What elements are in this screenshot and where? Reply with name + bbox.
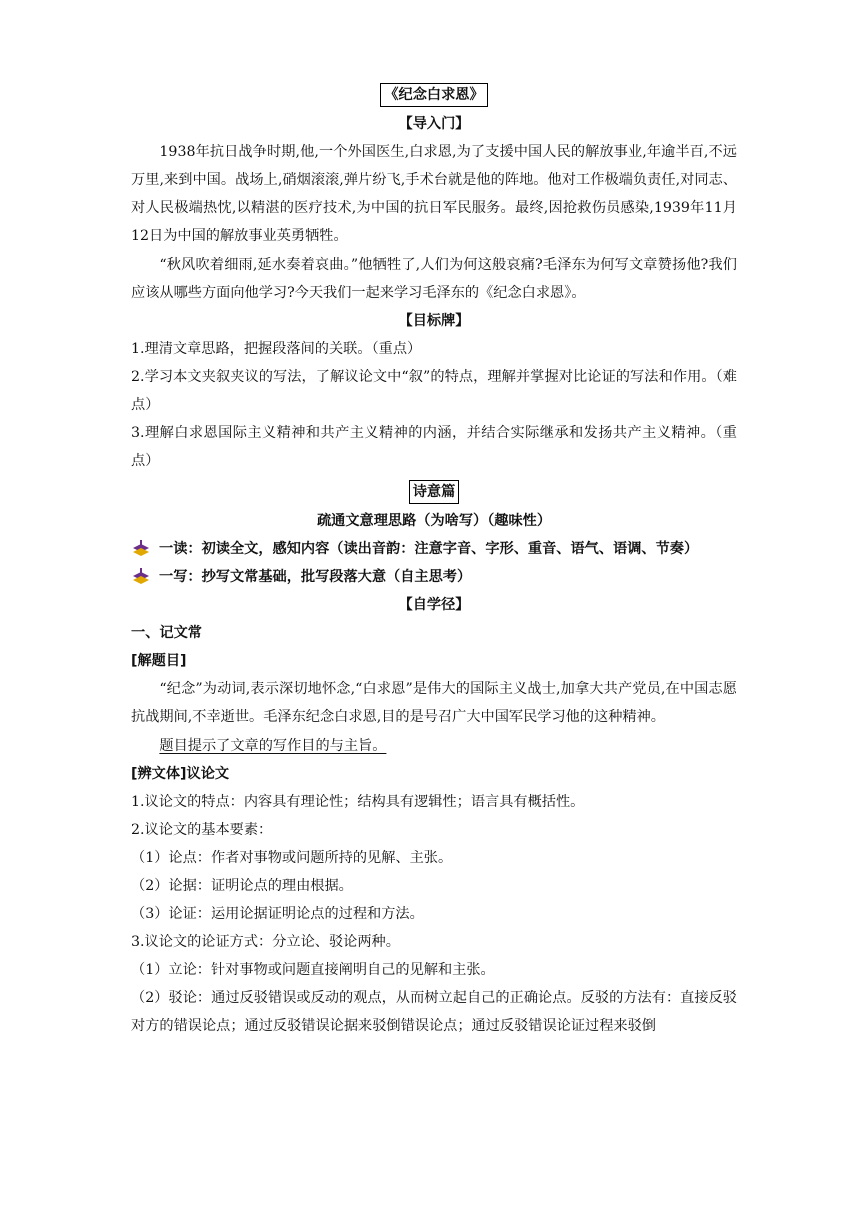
part-1-heading: 一、记文常: [131, 625, 202, 641]
section-heading-self-study: 【自学径】: [398, 597, 470, 613]
document-title: 《纪念白求恩》: [380, 83, 487, 107]
title-explain-paragraph: “纪念”为动词,表示深切地怀念,“白求恩”是伟大的国际主义战士,加拿大共产党员,在中国志愿抗战期间,不幸逝世。毛泽东纪念白求恩,目的是号召广大中国军民学习他的这种精神。: [131, 681, 737, 725]
bullet-text-write: 一写：抄写文常基础，批写段落大意（自主思考）: [159, 569, 472, 585]
genre-point-2-1: （1）论点：作者对事物或问题所持的见解、主张。: [131, 850, 453, 866]
title-note: 题目提示了文章的写作目的与主旨。: [159, 738, 387, 754]
bullet-item-read: [131, 535, 737, 563]
genre-point-2-3: （3）论证：运用论据证明论点的过程和方法。: [131, 906, 424, 922]
genre-point-3: 3.议论文的论证方式：分立论、驳论两种。: [131, 934, 400, 950]
book-stack-bullet-icon: [131, 539, 151, 559]
subheading-genre: [辨文体]议论文: [131, 766, 230, 782]
genre-point-3-1: （1）立论：针对事物或问题直接阐明自己的见解和主张。: [131, 962, 495, 978]
section-heading-intro: 【导入门】: [398, 116, 470, 132]
goal-item-3: 3.理解白求恩国际主义精神和共产主义精神的内涵，并结合实际继承和发扬共产主义精神。（重点）: [131, 425, 737, 469]
bullet-text-read: 一读：初读全文，感知内容（读出音韵：注意字音、字形、重音、语气、语调、节奏）: [159, 541, 699, 557]
intro-paragraph-2: “秋风吹着细雨,延水奏着哀曲。”他牺牲了,人们为何这般哀痛?毛泽东为何写文章赞扬他?我们应该从哪些方面向他学习?今天我们一起来学习毛泽东的《纪念白求恩》。: [131, 257, 737, 301]
goal-item-2: 2.学习本文夹叙夹议的写法，了解议论文中“叙”的特点，理解并掌握对比论证的写法和作用。（难点）: [131, 369, 737, 413]
title-note-line: [131, 732, 737, 760]
section-heading-poetic: 诗意篇: [409, 480, 460, 504]
book-stack-bullet-icon: [131, 567, 151, 587]
bullet-item-write: [131, 563, 737, 591]
genre-point-2-2: （2）论据：证明论点的理由根据。: [131, 878, 353, 894]
title-line: [131, 80, 737, 110]
poetic-heading-line: [131, 477, 737, 507]
genre-point-1: 1.议论文的特点：内容具有理论性；结构具有逻辑性；语言具有概括性。: [131, 794, 585, 810]
subheading-title-explain: [解题目]: [131, 653, 187, 669]
genre-point-2: 2.议论文的基本要素：: [131, 822, 273, 838]
intro-paragraph-1: 1938年抗日战争时期,他,一个外国医生,白求恩,为了支援中国人民的解放事业,年逾半百,不远万里,来到中国。战场上,硝烟滚滚,弹片纷飞,手术台就是他的阵地。他对工作极端负责任,对同志、对人民极端热忱,以精湛的医疗技术,为中国的抗日军民服务。最终,因抢救伤员感染,1939年11月12日为中国的解放事业英勇牺牲。: [131, 144, 737, 244]
goal-item-1: 1.理清文章思路，把握段落间的关联。（重点）: [131, 341, 422, 357]
subtitle: 疏通文意理思路（为啥写）（趣味性）: [316, 513, 552, 529]
genre-point-3-2: （2）驳论：通过反驳错误或反动的观点，从而树立起自己的正确论点。反驳的方法有：直接反驳对方的错误论点；通过反驳错误论据来驳倒错误论点；通过反驳错误论证过程来驳倒: [131, 990, 737, 1034]
section-heading-goals: 【目标牌】: [398, 313, 470, 329]
document-body: [131, 80, 737, 1040]
